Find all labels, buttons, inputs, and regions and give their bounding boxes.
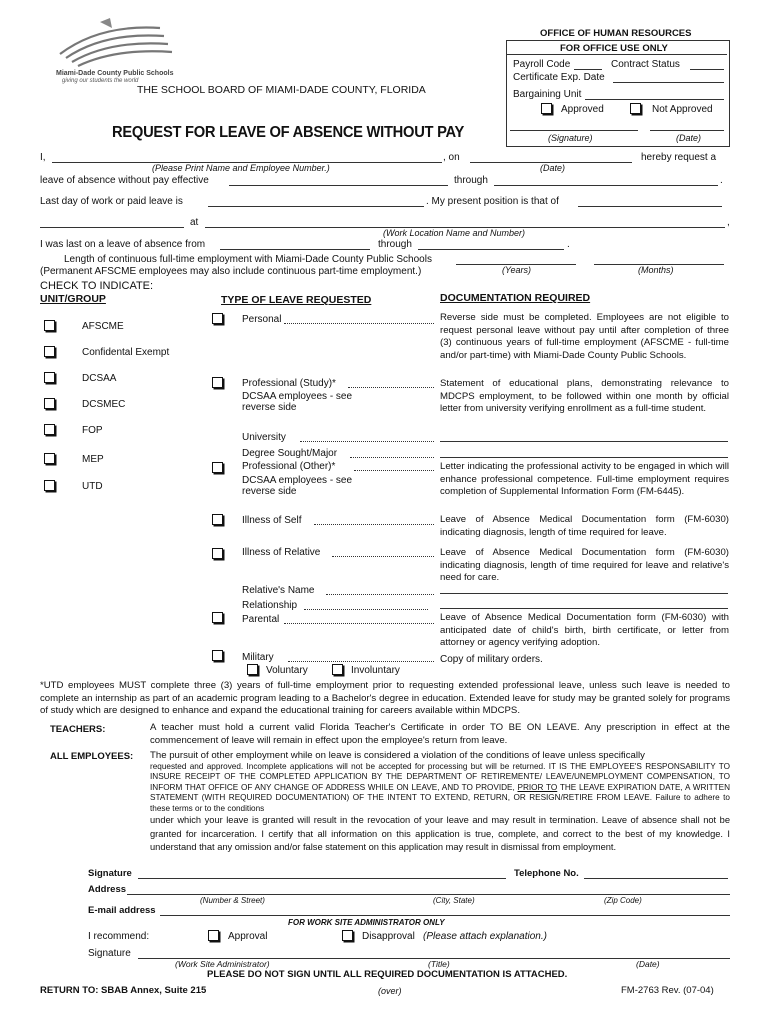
unit-confidential-label: Confidental Exempt bbox=[82, 347, 170, 358]
cert-exp-field[interactable] bbox=[613, 82, 724, 83]
leave-personal-checkbox[interactable] bbox=[212, 313, 223, 324]
personal-doc: Reverse side must be completed. Employees are not eligible to request personal leave without pay until after completion of three (3) continuous years of full-time employment (AFSCME - full-time and/or part-time) with Miami-Dade County Public Schools. bbox=[440, 312, 729, 361]
leave-relative-checkbox[interactable] bbox=[212, 548, 223, 559]
study-doc: Statement of educational plans, demonstrating relevance to MDCPS employment, to be followed within one month by official letter from university verifying enrollment as a full-time student. bbox=[440, 378, 729, 415]
other-reverse-note: reverse side bbox=[242, 486, 297, 497]
email-field[interactable] bbox=[160, 915, 730, 916]
years-caption: (Years) bbox=[502, 265, 532, 275]
signature-label: Signature bbox=[88, 868, 132, 879]
logo-name: Miami-Dade County Public Schools bbox=[56, 70, 174, 77]
self-doc: Leave of Absence Medical Documentation form (FM-6030) indicating diagnosis, length of time required for leave. bbox=[440, 514, 729, 538]
return-to: RETURN TO: SBAB Annex, Suite 215 bbox=[40, 985, 207, 996]
telephone-label: Telephone No. bbox=[514, 868, 579, 879]
comma: , bbox=[727, 217, 730, 228]
relative-doc: Leave of Absence Medical Documentation form (FM-6030) indicating diagnosis, length of time required for leave and relative's need for care. bbox=[440, 547, 729, 584]
leave-study-checkbox[interactable] bbox=[212, 377, 223, 388]
admin-only-heading: FOR WORK SITE ADMINISTRATOR ONLY bbox=[288, 918, 445, 927]
approved-label: Approved bbox=[561, 104, 604, 115]
utd-note: *UTD employees MUST complete three (3) years of full-time employment prior to requesting extended professional leave, unless such leave is needed to complete an internship as part of an academic program leading to a Bachelor's degree in education. Extended leave for study may be granted solely for programs of study which are designed to enhance and expand the educational training for careers available within MDCPS. bbox=[40, 680, 730, 717]
unit-afscme-label: AFSCME bbox=[82, 321, 124, 332]
work-location-caption: (Work Location Name and Number) bbox=[383, 228, 526, 238]
leave-effective-field[interactable] bbox=[229, 185, 448, 186]
form-title: REQUEST FOR LEAVE OF ABSENCE WITHOUT PAY bbox=[112, 124, 465, 141]
contract-status-field[interactable] bbox=[690, 69, 724, 70]
university-label: University bbox=[242, 432, 286, 443]
leave-other-checkbox[interactable] bbox=[212, 462, 223, 473]
leave-military-checkbox[interactable] bbox=[212, 650, 223, 661]
email-label: E-mail address bbox=[88, 905, 156, 916]
disapproval-label: Disapproval bbox=[362, 931, 415, 942]
relationship-field[interactable] bbox=[440, 608, 728, 609]
all-text-2 bbox=[150, 762, 730, 814]
contract-status-label: Contract Status bbox=[611, 59, 680, 70]
voluntary-label: Voluntary bbox=[266, 665, 308, 676]
print-name-caption: (Please Print Name and Employee Number.) bbox=[152, 163, 330, 173]
i-label: I, bbox=[40, 152, 46, 163]
prior-to: PRIOR TO bbox=[517, 782, 558, 792]
approved-checkbox[interactable] bbox=[541, 103, 552, 114]
months-caption: (Months) bbox=[638, 265, 674, 275]
permanent-label: (Permanent AFSCME employees may also include continuous part-time employment.) bbox=[40, 266, 422, 277]
all-employees-label: ALL EMPLOYEES: bbox=[50, 751, 134, 762]
unit-dcsaa-checkbox[interactable] bbox=[44, 372, 55, 383]
form-number: FM-2763 Rev. (07-04) bbox=[621, 985, 714, 996]
unit-dcsmec-label: DCSMEC bbox=[82, 399, 126, 410]
leave-effective-label: leave of absence without pay effective bbox=[40, 175, 209, 186]
bargaining-unit-label: Bargaining Unit bbox=[513, 89, 582, 100]
unit-utd-checkbox[interactable] bbox=[44, 480, 55, 491]
teachers-text: A teacher must hold a current valid Florida Teacher's Certificate in order TO BE ON LEAVE. Any prescription in effect at the commencement of leave will remain in effect upon the employee's return from leave. bbox=[150, 722, 730, 746]
period-2: . bbox=[567, 239, 570, 250]
unit-afscme-checkbox[interactable] bbox=[44, 320, 55, 331]
study-dcsaa-note: DCSAA employees - see bbox=[242, 391, 353, 402]
title-caption: (Title) bbox=[428, 959, 450, 969]
not-approved-checkbox[interactable] bbox=[630, 103, 641, 114]
office-signature-caption: (Signature) bbox=[548, 133, 593, 143]
date-caption: (Date) bbox=[540, 163, 566, 173]
number-street-caption: (Number & Street) bbox=[200, 896, 265, 905]
period: . bbox=[720, 175, 723, 186]
leave-parental-label: Parental bbox=[242, 614, 280, 625]
military-doc: Copy of military orders. bbox=[440, 654, 543, 665]
office-date-caption: (Date) bbox=[676, 133, 702, 143]
leave-self-checkbox[interactable] bbox=[212, 514, 223, 525]
recommend-label: I recommend: bbox=[88, 931, 150, 942]
signature-field[interactable] bbox=[138, 878, 506, 879]
university-field[interactable] bbox=[440, 441, 728, 442]
position-cont-field[interactable] bbox=[40, 227, 184, 228]
leave-personal-label: Personal bbox=[242, 314, 282, 325]
check-heading: CHECK TO INDICATE: bbox=[40, 280, 154, 292]
unit-fop-checkbox[interactable] bbox=[44, 424, 55, 435]
all-text-4: under which your leave is granted will result in the revocation of your leave and may result in termination. Leave of absence shall not be granted for incarceration. I certify that all information on this application is true, complete, and correct to the best of my knowledge. I understand that any omission and/or false statement on this application may result in dismissal from employment. bbox=[150, 815, 730, 853]
logo-tagline: giving our students the world bbox=[62, 78, 139, 84]
school-board-name: THE SCHOOL BOARD OF MIAMI-DADE COUNTY, FLORIDA bbox=[137, 84, 426, 96]
last-leave-from-field[interactable] bbox=[220, 249, 370, 250]
relatives-name-field[interactable] bbox=[440, 593, 728, 594]
signature2-label: Signature bbox=[88, 948, 131, 959]
other-doc: Letter indicating the professional activity to be engaged in which will enhance professional competence. Full-time employment requires completion of Supplemental Information Form (FM-6445). bbox=[440, 461, 729, 498]
all-text-3: THE LEAVE EXPIRATION DATE, A WRITTEN STATEMENT (WITH REQUIRED DOCUMENTATION) OF THE INTENT TO EXTEND, RETURN, OR RESIGN/RETIRE FROM LEAVE. Failure to adhere to these terms or to the conditions bbox=[150, 782, 731, 813]
unit-heading: UNIT/GROUP bbox=[40, 293, 106, 305]
involuntary-label: Involuntary bbox=[351, 665, 400, 676]
unit-confidential-checkbox[interactable] bbox=[44, 346, 55, 357]
unit-dcsaa-label: DCSAA bbox=[82, 373, 117, 384]
approval-label: Approval bbox=[228, 931, 268, 942]
disapproval-checkbox[interactable] bbox=[342, 930, 353, 941]
hereby-label: hereby request a bbox=[641, 152, 717, 163]
type-heading: TYPE OF LEAVE REQUESTED bbox=[221, 294, 372, 306]
city-state-caption: (City, State) bbox=[433, 896, 475, 905]
last-leave-label: I was last on a leave of absence from bbox=[40, 239, 206, 250]
study-reverse-note: reverse side bbox=[242, 402, 297, 413]
through-label: through bbox=[454, 175, 488, 186]
length-label: Length of continuous full-time employment with Miami-Dade County Public Schools bbox=[64, 254, 432, 265]
payroll-code-label: Payroll Code bbox=[513, 59, 571, 70]
attach-note: (Please attach explanation.) bbox=[423, 931, 547, 942]
cert-exp-label: Certificate Exp. Date bbox=[513, 72, 605, 83]
bargaining-unit-field[interactable] bbox=[585, 99, 724, 100]
all-text-1: The pursuit of other employment while on leave is considered a violation of the conditions of leave unless specifically bbox=[150, 750, 645, 761]
approval-checkbox[interactable] bbox=[208, 930, 219, 941]
leave-relative-label: Illness of Relative bbox=[242, 547, 321, 558]
unit-fop-label: FOP bbox=[82, 425, 103, 436]
office-heading: OFFICE OF HUMAN RESOURCES bbox=[540, 28, 692, 39]
unit-utd-label: UTD bbox=[82, 481, 103, 492]
leave-parental-checkbox[interactable] bbox=[212, 612, 223, 623]
unit-mep-label: MEP bbox=[82, 454, 104, 465]
office-subheading: FOR OFFICE USE ONLY bbox=[560, 43, 668, 54]
doc-heading: DOCUMENTATION REQUIRED bbox=[440, 292, 591, 304]
degree-label: Degree Sought/Major bbox=[242, 448, 338, 459]
through2-label: through bbox=[378, 239, 412, 250]
relationship-label: Relationship bbox=[242, 600, 298, 611]
leave-other-label: Professional (Other)* bbox=[242, 461, 336, 472]
leave-self-label: Illness of Self bbox=[242, 515, 302, 526]
address-label: Address bbox=[88, 884, 127, 895]
teachers-label: TEACHERS: bbox=[50, 724, 106, 735]
leave-through-field[interactable] bbox=[494, 185, 718, 186]
unit-dcsmec-checkbox[interactable] bbox=[44, 398, 55, 409]
on-label: , on bbox=[443, 152, 460, 163]
zip-caption: (Zip Code) bbox=[604, 896, 642, 905]
telephone-field[interactable] bbox=[584, 878, 728, 879]
other-dcsaa-note: DCSAA employees - see bbox=[242, 475, 353, 486]
position-field[interactable] bbox=[578, 206, 722, 207]
voluntary-checkbox[interactable] bbox=[247, 664, 258, 675]
leave-study-label: Professional (Study)* bbox=[242, 378, 336, 389]
not-approved-label: Not Approved bbox=[652, 104, 713, 115]
payroll-code-field[interactable] bbox=[574, 69, 602, 70]
all-text-2a: requested and approved. Incomplete applications will not be accepted for processing but will be returned. IT IS THE EMPLOYEE'S RESPONSABILITY TO INSURE RECEIPT OF THE COMPLETED APPLICATION BY THE DEPARTMENT OF RETIREMENTE/ LEAVE/UNEMPLOYMENT COMPENSATION, TO INFORM THAT OFFICE OF ANY CHANGE OF ADDRESS WHILE ON LEAVE, AND TO PROVIDE, bbox=[150, 762, 730, 792]
do-not-sign-warning: PLEASE DO NOT SIGN UNTIL ALL REQUIRED DOCUMENTATION IS ATTACHED. bbox=[207, 969, 568, 980]
last-day-label: Last day of work or paid leave is bbox=[40, 196, 183, 207]
leave-military-label: Military bbox=[242, 652, 274, 663]
office-date-field[interactable] bbox=[650, 130, 724, 131]
involuntary-checkbox[interactable] bbox=[332, 664, 343, 675]
office-signature-field[interactable] bbox=[510, 130, 638, 131]
work-site-admin-caption: (Work Site Administrator) bbox=[175, 959, 270, 969]
last-leave-through-field[interactable] bbox=[418, 249, 564, 250]
relatives-name-label: Relative's Name bbox=[242, 585, 315, 596]
degree-field[interactable] bbox=[440, 457, 728, 458]
admin-date-caption: (Date) bbox=[636, 959, 660, 969]
over-note: (over) bbox=[378, 986, 402, 996]
last-day-field[interactable] bbox=[208, 206, 424, 207]
school-logo bbox=[40, 14, 190, 72]
parental-doc: Leave of Absence Medical Documentation form (FM-6030) with anticipated date of child's birth, birth certificate, or letter from attorney or agency verifying adoption. bbox=[440, 612, 729, 649]
position-label: . My present position is that of bbox=[426, 196, 559, 207]
at-label: at bbox=[190, 217, 199, 228]
unit-mep-checkbox[interactable] bbox=[44, 453, 55, 464]
